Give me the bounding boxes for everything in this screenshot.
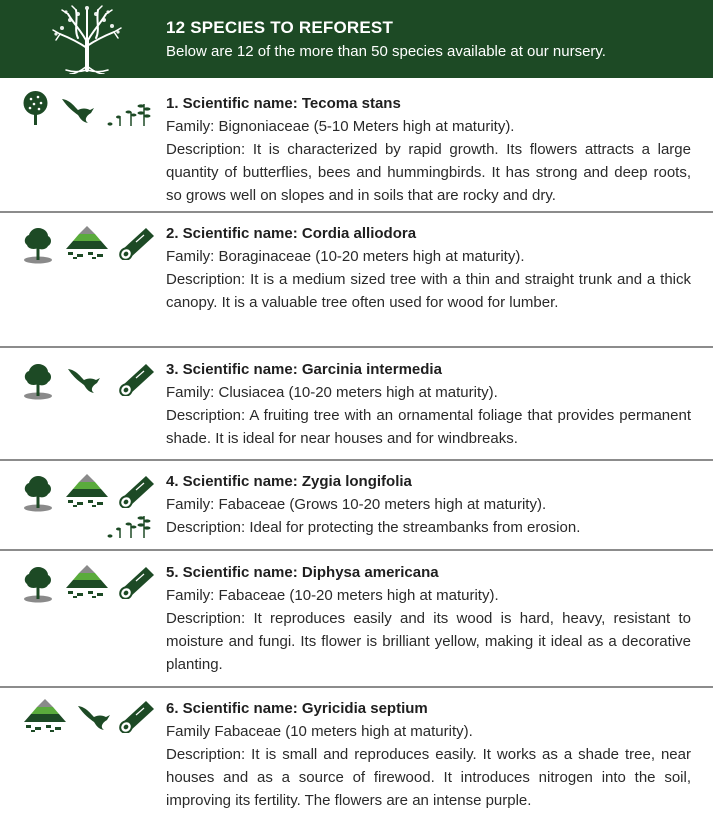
divider — [0, 346, 713, 348]
divider — [0, 459, 713, 461]
species-icons — [20, 468, 160, 548]
page-subtitle: Below are 12 of the more than 50 species available at our nursery. — [166, 43, 606, 60]
species-text — [166, 92, 691, 207]
log-icon — [116, 697, 158, 733]
tree-logo-icon — [48, 4, 126, 74]
species-family: Family: Boraginaceae (10-20 meters high at maturity). — [166, 248, 525, 265]
page-title: 12 SPECIES TO REFOREST — [166, 18, 394, 37]
species-description: Description: It reproduces easily and its wood is hard, heavy, resistant to moisture and fungi. Its flower is brilliant yellow, making it ideal as a decorative planting. — [166, 610, 691, 673]
species-icons — [20, 356, 160, 436]
species-icons — [20, 695, 160, 775]
species-family: Family: Fabaceae (10-20 meters high at maturity). — [166, 587, 499, 604]
species-text — [166, 697, 691, 812]
tree-icon — [22, 474, 54, 512]
bird-icon — [76, 703, 112, 731]
species-family: Family Fabaceae (10 meters high at maturity). — [166, 723, 473, 740]
species-icons — [20, 559, 160, 639]
species-entry-6 — [0, 689, 713, 819]
species-text — [166, 561, 691, 676]
species-entry-2 — [0, 214, 713, 346]
species-description: Description: It is a medium sized tree with a thin and straight trunk and a thick canopy. It is a valuable tree often used for wood for lumber. — [166, 271, 691, 311]
species-family: Family: Fabaceae (Grows 10-20 meters high at maturity). — [166, 496, 547, 513]
species-description: Description: A fruiting tree with an ornamental foliage that provides permanent shade. It is ideal for near houses and for windbreaks. — [166, 407, 691, 447]
species-family: Family: Bignoniaceae (5-10 Meters high at maturity). — [166, 118, 515, 135]
soil-mound-icon — [62, 563, 112, 599]
species-text — [166, 358, 691, 450]
species-title: 5. Scientific name: Diphysa americana — [166, 564, 439, 581]
species-icons — [20, 220, 160, 300]
species-title: 4. Scientific name: Zygia longifolia — [166, 473, 412, 490]
log-icon — [116, 224, 158, 260]
species-icons — [20, 90, 160, 170]
log-icon — [116, 472, 158, 508]
divider — [0, 549, 713, 551]
round-tree-icon — [22, 90, 50, 126]
seedlings-icon — [106, 98, 156, 128]
log-icon — [116, 563, 158, 599]
species-entry-3 — [0, 350, 713, 460]
soil-mound-icon — [62, 224, 112, 260]
divider — [0, 211, 713, 213]
tree-icon — [22, 226, 54, 264]
species-entry-5 — [0, 553, 713, 683]
bird-icon — [66, 366, 102, 394]
divider — [0, 686, 713, 688]
bird-icon — [60, 96, 96, 124]
species-title: 2. Scientific name: Cordia alliodora — [166, 225, 417, 242]
species-family: Family: Clusiacea (10-20 meters high at maturity). — [166, 384, 498, 401]
tree-icon — [22, 565, 54, 603]
species-title: 6. Scientific name: Gyricidia septium — [166, 700, 428, 717]
species-description: Description: It is characterized by rapid growth. Its flowers attracts a large quantity of butterflies, bees and hummingbirds. It has strong and deep roots, so grows well on slopes and in soils that are rocky and dry. — [166, 141, 691, 204]
soil-mound-icon — [62, 472, 112, 508]
species-title: 3. Scientific name: Garcinia intermedia — [166, 361, 442, 378]
species-title: 1. Scientific name: Tecoma stans — [166, 95, 401, 112]
seedlings-icon — [106, 510, 156, 540]
species-text — [166, 470, 691, 539]
species-description: Description: Ideal for protecting the streambanks from erosion. — [166, 519, 581, 536]
species-entry-1 — [0, 84, 713, 210]
species-entry-4 — [0, 462, 713, 548]
tree-icon — [22, 362, 54, 400]
soil-mound-icon — [20, 697, 70, 733]
page-header — [0, 0, 713, 78]
species-description: Description: It is small and reproduces easily. It works as a shade tree, near houses and as a source of firewood. It introduces nitrogen into the soil, improving its fertility. The flowers are an intense purple. — [166, 746, 691, 809]
species-text — [166, 222, 691, 314]
log-icon — [116, 360, 158, 396]
